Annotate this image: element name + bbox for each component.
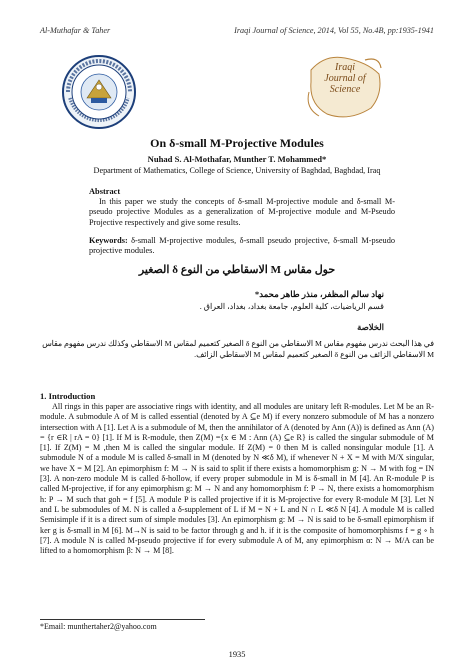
footnote-divider [40, 619, 205, 620]
keywords-text: δ-small M-projective modules, δ-small pseudo projective, δ-small M-pseudo projective modules. [89, 236, 395, 256]
paper-title: On δ-small M-Projective Modules [150, 136, 324, 150]
abstract-text: In this paper we study the concepts of δ-small M-projective module and δ-small M-pseudo projective Modules as a generalization of M-projective module and M-Pseudo Projective respectively and give some results. [89, 197, 395, 227]
keywords [89, 236, 395, 257]
journal-logo-line1: Iraqi [335, 62, 355, 73]
journal-logo-line2: Journal of [324, 73, 366, 84]
page-number: 1935 [228, 650, 246, 659]
journal-logo-text [305, 62, 385, 95]
keywords-label: Keywords: [89, 236, 128, 245]
arabic-authors: نهاد سالم المظفر، منذر طاهر محمد* [254, 289, 384, 299]
introduction-heading: 1. Introduction [40, 391, 96, 401]
university-seal-logo [60, 54, 138, 130]
arabic-abstract-heading: الخلاصة [357, 323, 384, 332]
introduction-text: All rings in this paper are associative rings with identity, and all modules are unitary left R-modules. Let M be an R-module. A submodule A of M is called essential (denoted by A ⊆e M) if every nonzero submodule of M has a nonzero intersection with A [1]. Let A is a submodule of M, then the annihilator of A (denoted by Ann (A)) is defined as Ann (A) = {r ∈R | rA = 0} [1]. If M is R-module, then Z(M) ={x ∈ M : Ann (A) ⊆e R} is called the singular submodule of M [1]. If Z(M) = M ,then M is called the singular module. If Z(M) = 0 then M is called nonsingular module [1]. A submodule N of a module M is called δ-small in M (denoted by N ≪δ M), if whenever N + X = M with M/X singular, we have X = M [2]. An epimorphism f: M → N is said to split if there exists a homomorphism g: N → M with fog = IN [3]. A non-zero module M is called δ-hollow, if every proper submodule in M is δ-small in M [4]. An R-module P is called M-projective, if for any epimorphism g: M → N and any homomorphism f: P → N, there exists a homomorphism h: P → M such that goh = f [5]. A module P is called projective if it is M-projective for every R-module M [3]. Let N and L be submodules of M. N is called a δ-supplement of L if M = N + L and N ∩ L ≪δ N [4]. A module M is called Semisimple if it is a direct sum of simple modules [3]. An epimorphism g: M → N is said to be δ-small epimorphism if ker g is δ-small in M [6]. M→N is said to be factor through g and h. if it is the composite of homomorphisms f = g ∘ h [7]. A module N is called M-pseudo projective if for every submodule A of M, any epimorphism α: N → M/A can be lifted to a homomorphism β: N → M [8]. [40, 402, 434, 556]
journal-logo-line3: Science [329, 84, 361, 95]
header-journal-citation: Iraqi Journal of Science, 2014, Vol 55, No.4B, pp:1935-1941 [234, 26, 434, 35]
author-affiliation: Department of Mathematics, College of Science, University of Baghdad, Baghdad, Iraq [93, 166, 381, 175]
header-authors: Al-Muthafar & Taher [40, 26, 111, 35]
abstract-heading: Abstract [89, 187, 121, 196]
running-header [40, 26, 434, 35]
journal-logo [305, 52, 385, 124]
arabic-affiliation: قسم الرياضيات، كلية العلوم، جامعة بغداد، بغداد، العراق . [199, 302, 384, 311]
paper-authors: Nuhad S. Al-Mothafar, Munther T. Mohammed* [147, 154, 327, 164]
footnote-email: *Email: munthertaher2@yahoo.com [40, 622, 157, 631]
arabic-abstract-text: في هذا البحث ندرس مفهوم مقاس M الاسقاطي من النوع δ الصغير كتعميم لمقاس M الاسقاطي وكذلك ندرس مفهوم مقاس M الاسقاطي الزائف من النوع δ الصغير كتعميم لمقاس M الاسقاطي الزائف. [42, 339, 434, 359]
arabic-title: حول مقاس M الاسقاطي من النوع δ الصغير [138, 264, 336, 276]
